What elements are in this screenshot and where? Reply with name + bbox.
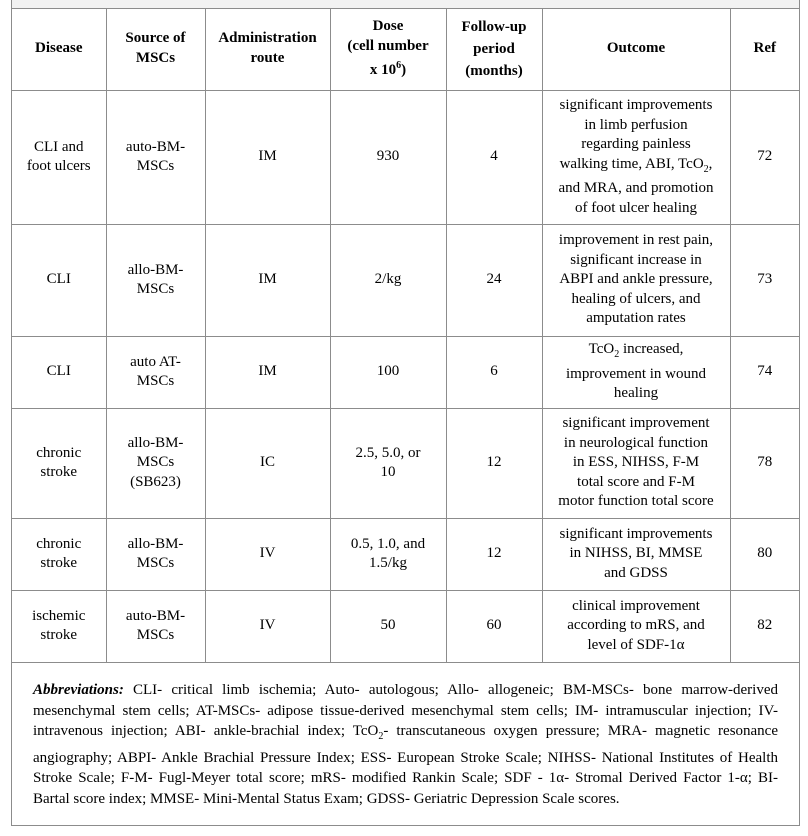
cell-route: IM <box>205 224 330 336</box>
cell-dose: 0.5, 1.0, and 1.5/kg <box>330 518 446 590</box>
cell-source: allo-BM- MSCs <box>106 518 205 590</box>
abbreviations-text-b: - transcutaneous oxygen pressure; MRA- magnetic resonance angiography; ABPI- Ankle Brachial Pressure Index; ESS- European Stroke Scale; NIHSS- National Institutes of Health Stroke Scale; F-M- Fugl-Meyer total score; mRS- modified Rankin Scale; SDF - 1α- Stromal Derived Factor 1-α; BI- Bartal score index; MMSE- Mini-Mental Status Exam; GDSS- Geriatric Depression Scale scores. <box>33 723 778 807</box>
header-ref: Ref <box>730 8 799 90</box>
cell-disease: CLI and foot ulcers <box>12 90 106 224</box>
cell-ref: 80 <box>730 518 799 590</box>
cell-disease: CLI <box>12 224 106 336</box>
cell-outcome: TcO$_2$ increased, improvement in wound healing <box>542 336 730 408</box>
cell-outcome: improvement in rest pain, significant increase in ABPI and ankle pressure, healing of ulcers, and amputation rates <box>542 224 730 336</box>
cell-followup: 60 <box>446 590 542 662</box>
table-container <box>11 0 800 826</box>
table-row <box>12 224 799 336</box>
abbreviations-note <box>12 662 799 826</box>
cell-outcome: significant improvement in neurological function in ESS, NIHSS, F-M total score and F-M motor function total score <box>542 408 730 518</box>
header-disease: Disease <box>12 8 106 90</box>
msc-trials-table <box>12 8 799 663</box>
cell-source: allo-BM- MSCs (SB623) <box>106 408 205 518</box>
cell-route: IM <box>205 336 330 408</box>
cell-disease: CLI <box>12 336 106 408</box>
table-row <box>12 336 799 408</box>
cell-followup: 24 <box>446 224 542 336</box>
cell-source: allo-BM- MSCs <box>106 224 205 336</box>
cell-dose: 930 <box>330 90 446 224</box>
cell-ref: 74 <box>730 336 799 408</box>
cell-route: IC <box>205 408 330 518</box>
cell-dose: 2.5, 5.0, or 10 <box>330 408 446 518</box>
abbreviations-sub: 2 <box>378 731 384 742</box>
cell-dose: 2/kg <box>330 224 446 336</box>
header-outcome: Outcome <box>542 8 730 90</box>
cell-route: IV <box>205 518 330 590</box>
cell-route: IV <box>205 590 330 662</box>
cell-ref: 73 <box>730 224 799 336</box>
cell-followup: 4 <box>446 90 542 224</box>
cell-dose: 100 <box>330 336 446 408</box>
cell-ref: 78 <box>730 408 799 518</box>
header-route: Administration route <box>205 8 330 90</box>
cell-disease: chronic stroke <box>12 518 106 590</box>
cell-route: IM <box>205 90 330 224</box>
table-row <box>12 590 799 662</box>
cell-ref: 82 <box>730 590 799 662</box>
cell-followup: 12 <box>446 518 542 590</box>
cell-outcome: clinical improvement according to mRS, and level of SDF-1α <box>542 590 730 662</box>
cell-outcome: significant improvements in limb perfusion regarding painless walking time, ABI, TcO$_2$, and MRA, and promotion of foot ulcer healing <box>542 90 730 224</box>
abbreviations-label: Abbreviations: <box>33 682 124 698</box>
cell-followup: 12 <box>446 408 542 518</box>
cell-ref: 72 <box>730 90 799 224</box>
cell-source: auto-BM- MSCs <box>106 590 205 662</box>
cell-followup: 6 <box>446 336 542 408</box>
table-row <box>12 408 799 518</box>
header-followup: Follow-up period (months) <box>446 8 542 90</box>
abbreviations-text-a: CLI- critical limb ischemia; Auto- autologous; Allo- allogeneic; BM-MSCs- bone marrow-derived mesenchymal stem cells; AT-MSCs- adipose tissue-derived mesenchymal stem cells; IM- intramuscular injection; IV- intravenous injection; ABI- ankle-brachial index; TcO <box>33 682 778 739</box>
cell-outcome: significant improvements in NIHSS, BI, MMSE and GDSS <box>542 518 730 590</box>
cell-dose: 50 <box>330 590 446 662</box>
header-dose: Dose (cell number x $10^6$) <box>330 8 446 90</box>
header-source: Source of MSCs <box>106 8 205 90</box>
cell-disease: ischemic stroke <box>12 590 106 662</box>
cell-source: auto-BM- MSCs <box>106 90 205 224</box>
cell-source: auto AT- MSCs <box>106 336 205 408</box>
table-row <box>12 518 799 590</box>
table-row <box>12 90 799 224</box>
header-row <box>12 8 799 90</box>
cell-disease: chronic stroke <box>12 408 106 518</box>
